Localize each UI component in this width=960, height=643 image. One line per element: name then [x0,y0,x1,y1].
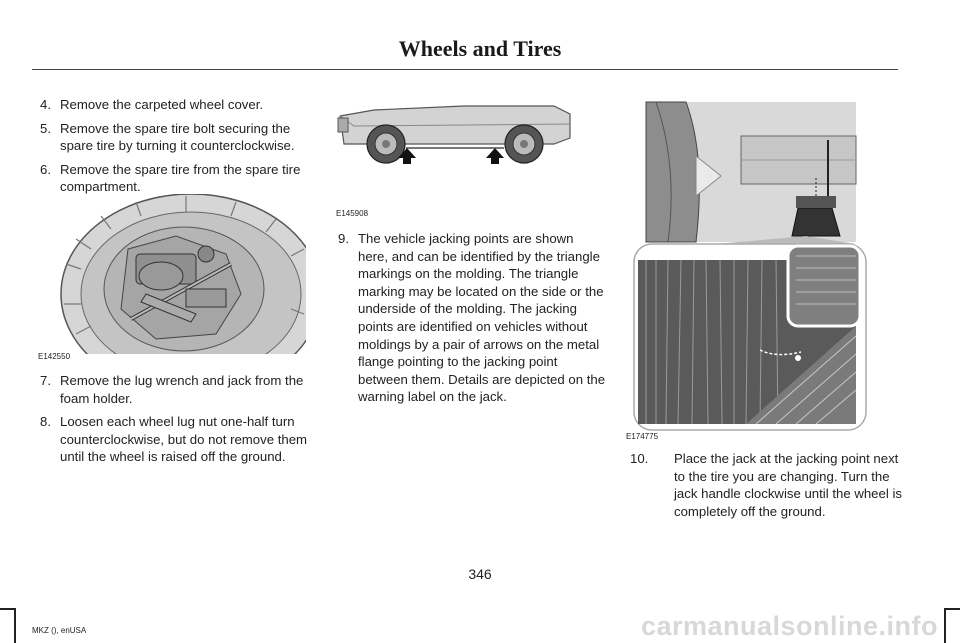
page-title: Wheels and Tires [398,36,562,61]
spare-tire-figure [36,194,306,364]
jack-point-arrow-icon [486,148,504,164]
step-list [36,96,308,196]
figure-code: E174775 [626,432,659,441]
column-1-steps-a [36,96,308,202]
figure-code: E142550 [38,352,71,361]
crop-mark [14,608,16,643]
column-2-steps [334,230,606,412]
crop-mark [944,608,960,610]
column-1-steps-b [36,372,308,472]
step-item: 4. Remove the carpeted wheel cover. [40,97,264,112]
watermark: carmanualsonline.info [640,611,938,641]
jack-placement-figure [626,96,878,446]
header-rule [32,69,898,70]
step-list [36,372,308,466]
step-item: 8. Loosen each wheel lug nut one-half turn counterclockwise, but do not remove them until the wheel is raised off the ground. [40,414,308,465]
step-list [334,230,606,406]
crop-mark [944,608,946,643]
figure-code: E145908 [336,209,369,218]
page-number: 346 [468,566,492,582]
vehicle-side-illustration [334,96,606,208]
vehicle-side-figure [334,96,606,220]
crop-mark [0,608,16,610]
step-item: 5. Remove the spare tire bolt securing the spare tire by turning it counterclockwise. [40,120,295,154]
footer-doc-id: MKZ (), enUSA [32,626,87,635]
column-3-steps [626,450,902,526]
jack-placement-illustration [626,96,878,436]
step-item: 7. Remove the lug wrench and jack from the foam holder. [40,373,304,406]
spare-tire-illustration [36,194,306,364]
step-item: 10. Place the jack at the jacking point next to the tire you are changing. Turn the jack handle clockwise until the wheel is completely off the ground. [630,451,902,519]
step-list [626,450,902,520]
step-item: 9. The vehicle jacking points are shown here, and can be identified by the triangle markings on the molding. The triangle marking may be located on the side or the underside of the molding. The jacking points are identified on vehicles without moldings by a pair of arrows on the metal flange pointing to the jacking point between them. Details are depicted on the warning label on the jack. [338,231,606,405]
step-item: 6. Remove the spare tire from the spare tire compartment. [40,161,301,195]
